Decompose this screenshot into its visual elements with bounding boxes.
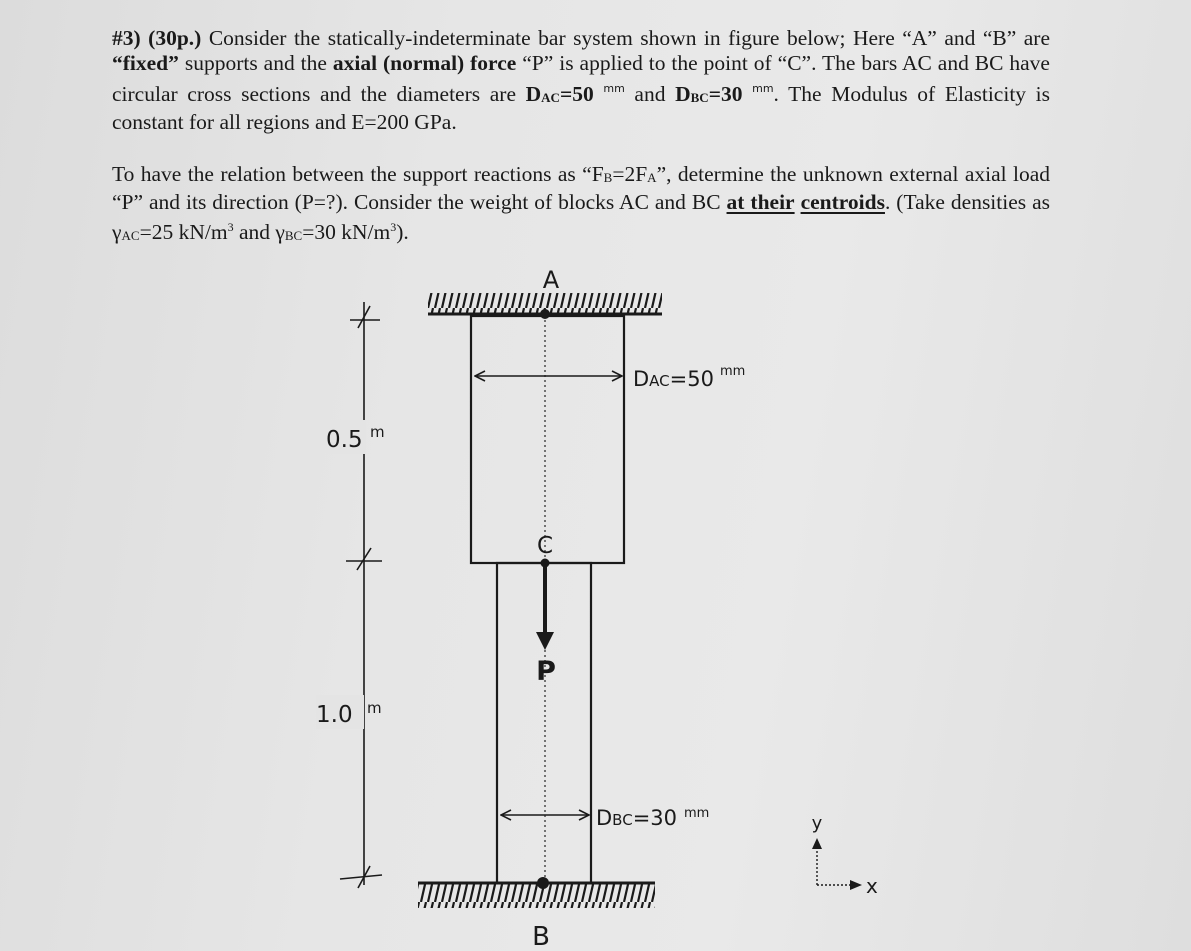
text-span: supports and the	[178, 51, 333, 75]
problem-points: (30p.)	[148, 26, 202, 50]
dim2-value: 1.0	[316, 702, 353, 728]
text-axial-force: axial (normal) force	[332, 51, 517, 75]
x-axis-arrowhead	[850, 880, 862, 890]
text-span: =50	[559, 82, 594, 106]
text-span: . The Modulus of Elasticity is constant for all regions and E=200 GPa.	[112, 82, 1051, 134]
dim1-unit: m	[370, 423, 385, 441]
text-span: ”, determine the unknown external axial load “P” and its direction (P=?). Consider the weight of blocks AC and BC	[112, 162, 1050, 214]
dbc-label: DBC=30	[596, 806, 678, 830]
unit-mm: mm	[752, 82, 774, 95]
text-sub: A	[647, 170, 657, 185]
support-b-point	[537, 877, 549, 889]
load-p-arrowhead	[536, 632, 554, 650]
y-axis-arrowhead	[812, 838, 822, 849]
text-span: “P” is applied to the point of “C”. The bars AC and BC have circular cross sections and the diameters are	[112, 51, 1050, 106]
text-span: D	[525, 82, 542, 106]
label-p: P	[536, 656, 556, 687]
label-c: C	[536, 533, 554, 559]
text-span: D	[675, 82, 691, 106]
text-sup: 3	[390, 220, 397, 234]
text-at-their: at their	[726, 190, 795, 214]
text-sup: 3	[227, 220, 234, 234]
text-span: Consider the statically-indeterminate bar system shown in figure below; Here “A” and “B” are	[208, 26, 1051, 50]
label-b: B	[532, 922, 550, 951]
text-sub: AC	[541, 90, 560, 105]
text-span: =25 kN/m	[139, 220, 228, 245]
x-axis-label: x	[866, 874, 878, 898]
text-sub: BC	[284, 228, 303, 244]
bar-ac	[471, 316, 624, 563]
y-axis-label: y	[811, 813, 823, 834]
problem-number: #3)	[112, 26, 141, 50]
text-centroids: centroids	[800, 190, 885, 214]
text-span: =2F	[612, 162, 648, 186]
text-sub: BC	[690, 90, 709, 105]
dac-unit: mm	[720, 364, 746, 379]
dbc-unit: mm	[684, 806, 710, 821]
dac-label: DAC=50	[633, 367, 714, 391]
support-b-hatch	[418, 884, 655, 908]
text-span: =30 kN/m	[302, 220, 391, 245]
dim1-value: 0.5	[326, 427, 363, 453]
text-sub: B	[603, 170, 613, 185]
text-span: and γ	[233, 220, 285, 245]
text-span: To have the relation between the support reactions as “F	[112, 162, 604, 186]
text-span: ).	[396, 220, 409, 245]
tick-bottom	[340, 875, 382, 879]
text-sub: AC	[121, 228, 140, 244]
label-a: A	[542, 266, 560, 294]
text-span: =30	[708, 82, 743, 106]
support-a-point	[540, 309, 550, 319]
text-span: and	[624, 82, 676, 106]
text-span: . (Take densities as γ	[112, 190, 1051, 245]
dim2-unit: m	[367, 699, 382, 717]
unit-mm: mm	[603, 82, 625, 95]
text-fixed: “fixed”	[112, 51, 179, 75]
